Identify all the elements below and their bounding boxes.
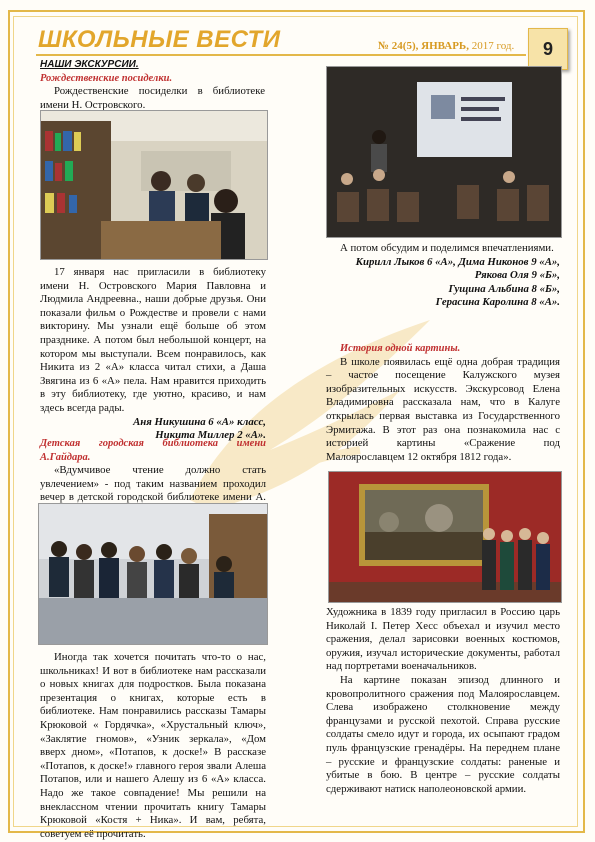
subsection-painting-history: История одной картины. — [340, 343, 461, 354]
issue-info — [378, 40, 514, 52]
signature-2-line-2: Рякова Оля 9 «Б», — [474, 269, 560, 282]
subsection-christmas: Рождественские посиделки. — [40, 72, 173, 84]
header-rule — [36, 54, 526, 56]
paragraph-artist: Художника в 1839 году пригласил в Россию царь Николай I. Петер Хесс объехал и изучил место сражения, делал зарисовки военных костюмов, оружия, изучал исторические документы, работал над портретами военачальников. — [326, 606, 560, 673]
paragraph-intro: Рождественские посиделки в библиотеке имени Н. Островского. — [40, 85, 265, 111]
signature-1-line-2: Никита Миллер 2 «А». — [155, 429, 266, 442]
paragraph-museum: В школе появилась ещё одна добрая традиция – частое посещение Калужского музея изобразительных искусств. Экскурсовод Елена Владимировна рассказала нам, что в Калуге открылась первая выставка из Государственного Эрмитажа. В этот раз она познакомила нас с историей картины «Сражение под Малоярославцем 12 октября 1812 года». — [326, 355, 560, 463]
masthead-title: ШКОЛЬНЫЕ ВЕСТИ — [38, 26, 281, 53]
library-photo-2 — [38, 503, 268, 645]
signature-1-line-1: Аня Никушина 6 «А» класс, — [133, 415, 266, 428]
page-number-badge: 9 — [528, 28, 568, 70]
section-title: НАШИ ЭКСКУРСИИ. — [40, 59, 139, 70]
signature-2-line-4: Герасина Каролина 8 «А». — [435, 296, 560, 309]
right-caption-block — [326, 242, 560, 310]
library-photo-1 — [40, 110, 268, 260]
right-article-1 — [326, 342, 560, 464]
museum-photo — [328, 471, 562, 603]
paragraph-books: Иногда так хочется почитать что-то о нас, школьниках! И вот в библиотеке нам рассказали о новых книгах для подростков. Была показана презентация о книгах, которые есть в библиотеке. Нам понравились рассказы Тамары Крюковой « Гордячка», «Хрустальный ключ», «Заклятие гномов», «Узник зеркала», «Дом вверх дном», «Потапов, к доске!» В рассказе «Потапов, к доске!» главного героя звали Алеша Потапов, или и нашего Алешу из 6 «А» класса. Надо же такое совпадение! Мы решили на внеклассном чтении прочитать книгу Тамары Крюковой «Костя + Ника». И вам, ребята, советуем её прочитать. — [40, 651, 266, 840]
subsection-gaidar-library: Детская городская библиотека имени А.Гайдара. — [40, 438, 266, 463]
signature-2-line-1: Кирилл Лыков 6 «А», Дима Никонов 9 «А», — [355, 255, 560, 268]
left-article-1 — [40, 266, 266, 443]
paragraph-christmas-visit: 17 января нас пригласили в библиотеку имени Н. Островского Мария Павловна и Людмила Андреевна., наши добрые друзья. Они показали фильм о Рождестве и провели с нами викторину. Мы узнали ещё больше об этом празднике. А потом был небольшой концерт, на котором мы выступали. Всем понравилось, как Никита из 2 «А» класса читал стихи, а Даша Звягина из 6 «А» пела. Нам нравится приходить в эту библиотеку, где уютно, красиво, и нам здесь всегда рады. — [40, 266, 266, 414]
right-article-2 — [326, 606, 560, 796]
paragraph-gaidar-intro: «Вдумчивое чтение должно стать увлечением» - под таким названием проходил вечер в детской городской библиотеке имени А. — [40, 464, 266, 504]
paragraph-painting: На картине показан эпизод длинного и кровопролитного сражения под Малоярославцем. Слева изображено столкновение между французами и русской пехотой. Справа русские солдаты смело идут и города, их осыпают градом пуль французские гренадёры. На переднем плане – русские и французские солдаты: раненые и убитые в бою. В центре – русские солдаты сдерживают натиск наполеоновской армии. — [326, 673, 560, 795]
issue-year: 2017 год. — [471, 40, 515, 52]
issue-number: № 24(5), ЯНВАРЬ, — [378, 40, 469, 52]
presentation-photo — [326, 66, 562, 238]
left-article-3 — [40, 651, 266, 841]
left-intro — [40, 58, 265, 112]
caption-discuss: А потом обсудим и поделимся впечатлениями. — [340, 242, 554, 254]
signature-2-line-3: Гущина Альбина 8 «Б», — [448, 282, 560, 295]
